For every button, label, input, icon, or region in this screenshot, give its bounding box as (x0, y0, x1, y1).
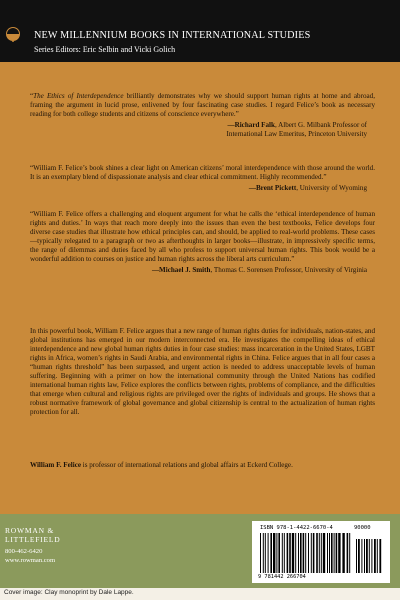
quote-affiliation-line-2: International Law Emeritus, Princeton University (226, 130, 367, 138)
quote-text: “William F. Felice’s book shines a clear light on American citizens’ moral interdependence with those around the world. It is an exemplary blend of dispassionate analysis and clear ethical commitment. Highly recommended.” (30, 164, 375, 181)
quote-affiliation: , University of Wyoming (296, 184, 367, 192)
quote-affiliation: , Albert G. Milbank Professor of (274, 121, 367, 129)
quote-author: —Michael J. Smith (151, 266, 211, 274)
publisher-footer (0, 514, 400, 588)
quote-author: —Richard Falk (227, 121, 275, 129)
isbn-label: ISBN 978-1-4422-6670-4 (260, 525, 333, 531)
series-header (0, 0, 400, 62)
price-code: 90000 (354, 525, 371, 531)
publisher-website: www.rowman.com (5, 557, 56, 564)
cover-credit: Cover image: Clay monoprint by Dale Lappe. (4, 589, 134, 596)
author-bio (30, 461, 375, 470)
publisher-phone: 800-462-6420 (5, 548, 43, 555)
quote-attribution (249, 184, 367, 193)
isbn-barcode (252, 521, 390, 583)
series-editors: Series Editors: Eric Selbin and Vicki Golich (34, 45, 176, 54)
quote-attribution (152, 266, 367, 275)
author-name: William F. Felice (30, 461, 82, 469)
series-title: NEW MILLENNIUM BOOKS IN INTERNATIONAL STUDIES (34, 30, 311, 41)
author-bio-text: is professor of international relations and global affairs at Eckerd College. (81, 461, 293, 469)
quote-smith (30, 210, 375, 278)
globe-logo-icon (5, 26, 21, 42)
barcode-bars-icon (260, 533, 384, 573)
quote-author: —Brent Pickett (248, 184, 297, 192)
quote-pickett (30, 164, 375, 196)
quote-falk (30, 92, 375, 145)
publisher-name-line-1: ROWMAN & (5, 526, 55, 535)
quote-text: “William F. Felice offers a challenging and eloquent argument for what he calls the ‘ethical interdependence of human rights and duties.’ In ways that reach more deeply into the issues than even the best textbooks, Felice develops four diverse case studies that illustrate how ethical principles can, and should, be applied to real-world problems. These cases—typically relegated to a paragraph or two as afterthoughts in larger books—illustrate, in impressively specific terms, the range of dilemmas and duties faced by all who profess to support universal human rights. This book would be a wonderful addition to courses on justice and human rights across the liberal arts curriculum.” (30, 210, 375, 263)
barcode-digits: 9 781442 266704 (258, 574, 306, 580)
quote-affiliation: , Thomas C. Sorensen Professor, University of Virginia (210, 266, 367, 274)
publisher-name-line-2: LITTLEFIELD (5, 535, 61, 544)
book-description: In this powerful book, William F. Felice argues that a new range of human rights duties for individuals, nation-states, and global institutions has emerged in our modern interconnected era. He investigates the compelling ideas of ethical interdependence and new global human rights duties in four case studies: mass incarceration in the United States, LGBT rights in Africa, women’s rights in Saudi Arabia, and environmental rights in China. Felice argues that in all four cases a “human rights threshold” has been surpassed, and urgent action is needed to address unacceptable levels of human suffering. Beginning with a primer on how the international community through the United Nations has codified international human rights law, Felice explores the conflicts between rights, problems of compliance, and the difficulties that emerge when cultural and religious rights are privileged over the rights of individuals and groups. He shows that a robust normative framework of global governance and global citizenship is central to the actualization of human rights protection for all. (30, 327, 375, 416)
quote-text: “The Ethics of Interdependence brilliantly demonstrates why we should support human rights at home and abroad, framing the argument in lucid prose, enlivened by four fascinating case studies. I regard Felice’s book as necessary reading for both college students and citizens of conscience everywhere.” (30, 92, 375, 118)
quote-attribution (227, 121, 367, 130)
back-cover-text-panel (0, 62, 400, 514)
publisher-logo (5, 526, 60, 544)
